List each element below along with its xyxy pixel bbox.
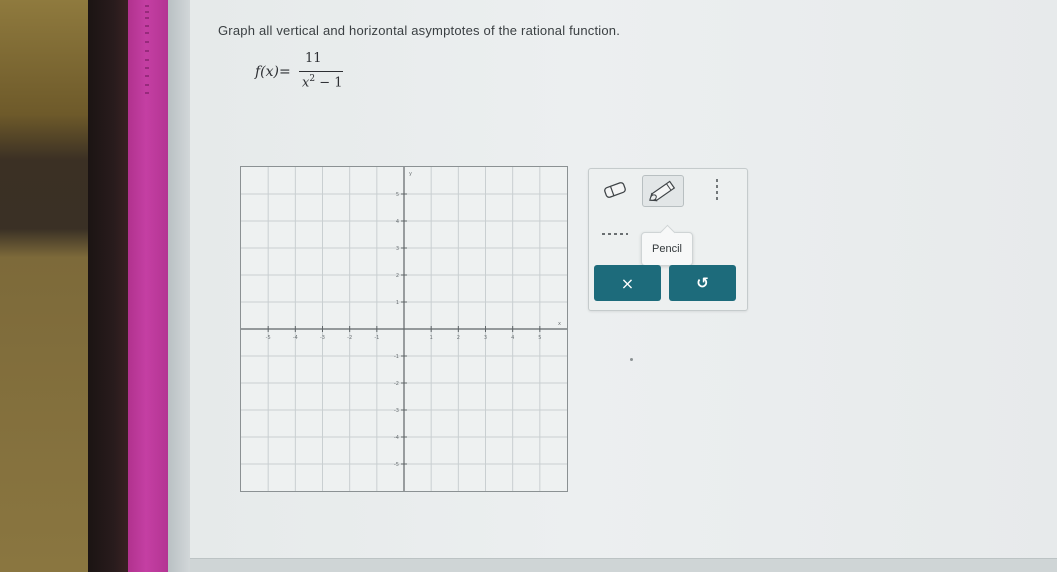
y-tick-label: 3 (395, 246, 399, 252)
screen-speck (630, 358, 633, 361)
screen-bezel (88, 0, 130, 572)
tool-tooltip: Pencil (641, 232, 693, 266)
question-instruction: Graph all vertical and horizontal asymptotes of the rational function. (218, 23, 621, 38)
y-tick-label: 4 (395, 219, 399, 225)
equals-sign: = (279, 64, 291, 80)
y-tick-label: 5 (395, 192, 399, 198)
x-tick-label: -2 (347, 335, 353, 341)
x-tick-label: 4 (511, 335, 515, 341)
y-tick-label: -4 (394, 435, 399, 441)
denominator-variable: x (302, 75, 310, 91)
bottom-toolbar (190, 558, 1057, 572)
horizontal-asymptote-tool[interactable] (595, 219, 635, 249)
undo-button[interactable]: ↺ (669, 265, 736, 301)
eraser-tool[interactable] (595, 175, 635, 205)
pencil-tool[interactable] (642, 175, 684, 207)
function-name: f(x) (255, 64, 280, 80)
formula-denominator (302, 74, 343, 90)
vertical-asymptote-tool[interactable] (697, 175, 737, 205)
denominator-exponent: 2 (309, 74, 316, 84)
x-tick-label: -5 (265, 335, 271, 341)
x-tick-label: -4 (292, 335, 298, 341)
x-axis-label: x (558, 321, 561, 327)
vertical-dashed-line-icon (712, 177, 722, 203)
x-tick-label: -1 (374, 335, 380, 341)
graphing-toolbox (588, 168, 748, 311)
eraser-icon (602, 181, 628, 199)
denominator-rest: − 1 (315, 75, 343, 91)
clear-button[interactable]: × (594, 265, 661, 301)
pencil-icon (646, 178, 680, 204)
formula-lhs (255, 64, 291, 80)
function-formula (255, 50, 355, 106)
formula-numerator: 11 (305, 51, 322, 66)
y-tick-label: -2 (394, 381, 399, 387)
y-tick-label: 1 (395, 300, 399, 306)
x-tick-label: 2 (456, 335, 460, 341)
y-tick-label: -3 (394, 408, 399, 414)
content-frame-edge (168, 0, 190, 572)
sidebar-markers (143, 2, 157, 97)
x-tick-label: 5 (538, 335, 542, 341)
x-tick-label: 1 (429, 335, 433, 341)
y-axis-label: y (409, 171, 412, 177)
coordinate-grid[interactable] (241, 167, 567, 491)
graphing-area[interactable] (240, 166, 568, 492)
x-tick-label: 3 (483, 335, 488, 341)
background-left (0, 0, 95, 572)
horizontal-dashed-line-icon (600, 230, 630, 238)
y-tick-label: 2 (395, 273, 399, 279)
y-tick-label: -5 (394, 462, 399, 468)
fraction-bar (299, 71, 343, 72)
x-tick-label: -3 (320, 335, 325, 341)
y-tick-label: -1 (394, 354, 399, 360)
